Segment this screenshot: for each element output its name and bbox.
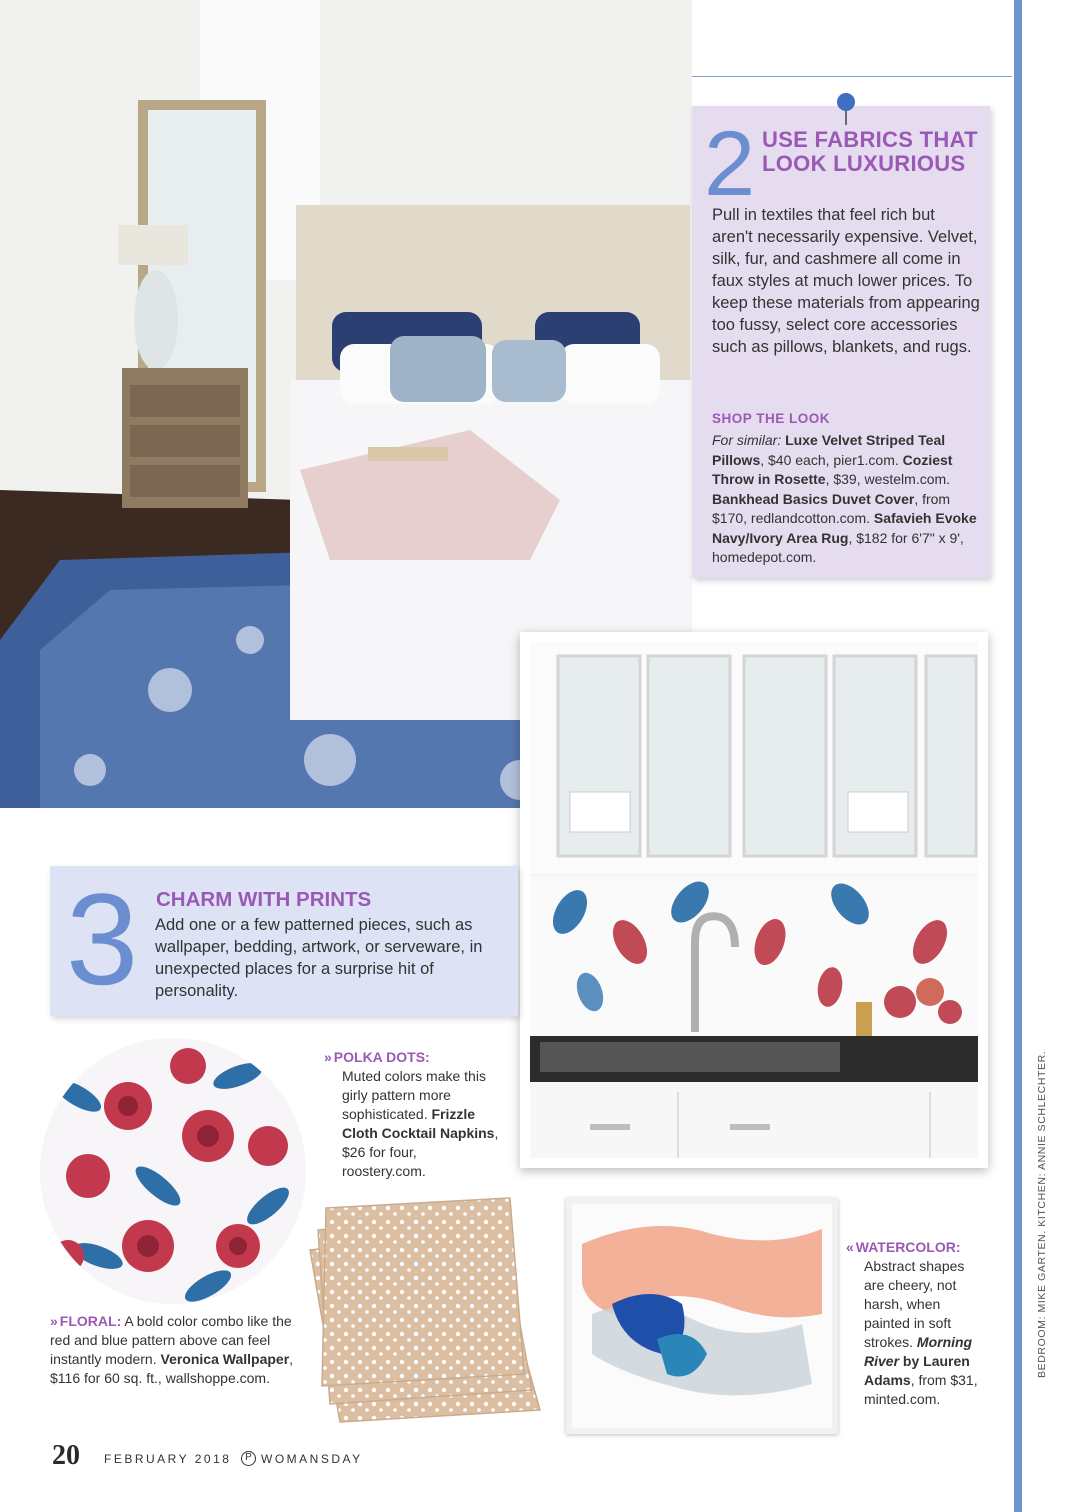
- pushpin-icon: [837, 93, 855, 111]
- tip-3-title: CHARM WITH PRINTS: [156, 888, 372, 911]
- chevron-icon: »: [324, 1049, 332, 1065]
- watercolor-product: Morning River: [864, 1334, 973, 1369]
- shop-item-name: Safavieh Evoke Navy/Ivory Area Rug: [712, 510, 977, 546]
- polka-dots-detail: , $26 for four, roostery.com.: [342, 1125, 499, 1179]
- shop-item-detail: , $182 for 6'7" x 9', homedepot.com.: [712, 529, 964, 565]
- chevron-icon: »: [50, 1313, 58, 1329]
- floral-product: Veronica Wallpaper: [160, 1351, 290, 1367]
- pinterest-icon: P: [241, 1451, 256, 1466]
- watercolor-detail: , from $31, minted.com.: [864, 1372, 978, 1407]
- shop-item-detail: , from $170, redlandcotton.com.: [712, 490, 951, 526]
- floral-text: A bold color combo like the red and blue pattern above can feel instantly modern.: [50, 1313, 292, 1367]
- polka-dots-text: Muted colors make this girly pattern more sophisticated.: [342, 1068, 486, 1122]
- floral-caption: [50, 1312, 300, 1388]
- watercolor-art-print: [566, 1198, 838, 1434]
- polka-dots-product: Frizzle Cloth Cocktail Napkins: [342, 1106, 495, 1141]
- tip-2-number: 2: [704, 113, 756, 215]
- watercolor-label: WATERCOLOR:: [855, 1239, 961, 1255]
- floral-label: FLORAL:: [59, 1313, 122, 1329]
- polka-dots-caption: [324, 1048, 504, 1181]
- shop-item-name: Luxe Velvet Striped Teal Pillows: [712, 432, 946, 468]
- page-number: 20: [52, 1440, 80, 1471]
- tip-2-title: USE FABRICS THAT LOOK LUXURIOUS: [762, 127, 978, 176]
- shop-the-look-text: [712, 431, 982, 568]
- polka-dots-label: POLKA DOTS:: [333, 1049, 430, 1065]
- tip-2-body: Pull in textiles that feel rich but aren't necessarily expensive. Velvet, silk, fur, and cashmere all come in faux styles at much lower prices. To keep these materials from appearing too fussy, select core accessories such as pillows, blankets, and rugs.: [712, 206, 980, 356]
- watercolor-caption: [846, 1238, 986, 1409]
- shop-item-name: Bankhead Basics Duvet Cover: [712, 490, 915, 507]
- pushpin-stem: [845, 109, 847, 125]
- issue-date: FEBRUARY 2018: [104, 1452, 232, 1466]
- floral-wallpaper-swatch: [38, 1036, 308, 1306]
- brand-name: WOMANSDAY: [261, 1452, 363, 1466]
- photo-credit: BEDROOM: MIKE GARTEN. KITCHEN: ANNIE SCHLECHTER.: [1036, 1050, 1048, 1378]
- page-edge-bar: [1014, 0, 1022, 1512]
- shop-item-detail: , $40 each, pier1.com.: [760, 451, 903, 468]
- polka-dot-napkins: [300, 1190, 552, 1426]
- shop-item-detail: , $39, westelm.com.: [825, 471, 951, 487]
- shop-the-look-label: SHOP THE LOOK: [712, 411, 831, 426]
- watercolor-artist: by Lauren Adams: [864, 1353, 970, 1388]
- tip-3-body: Add one or a few patterned pieces, such as wallpaper, bedding, artwork, or serveware, in unexpected places for a surprise hit of personality.: [155, 916, 483, 1000]
- shop-intro: For similar:: [712, 432, 782, 448]
- floral-detail: , $116 for 60 sq. ft., wallshoppe.com.: [50, 1351, 294, 1386]
- chevron-icon: «: [846, 1239, 854, 1255]
- shop-item-name: Coziest Throw in Rosette: [712, 451, 953, 487]
- tip-3-number: 3: [66, 866, 139, 1012]
- kitchen-photo: [520, 632, 988, 1168]
- watercolor-text: Abstract shapes are cheery, not harsh, when painted in soft strokes.: [864, 1258, 965, 1350]
